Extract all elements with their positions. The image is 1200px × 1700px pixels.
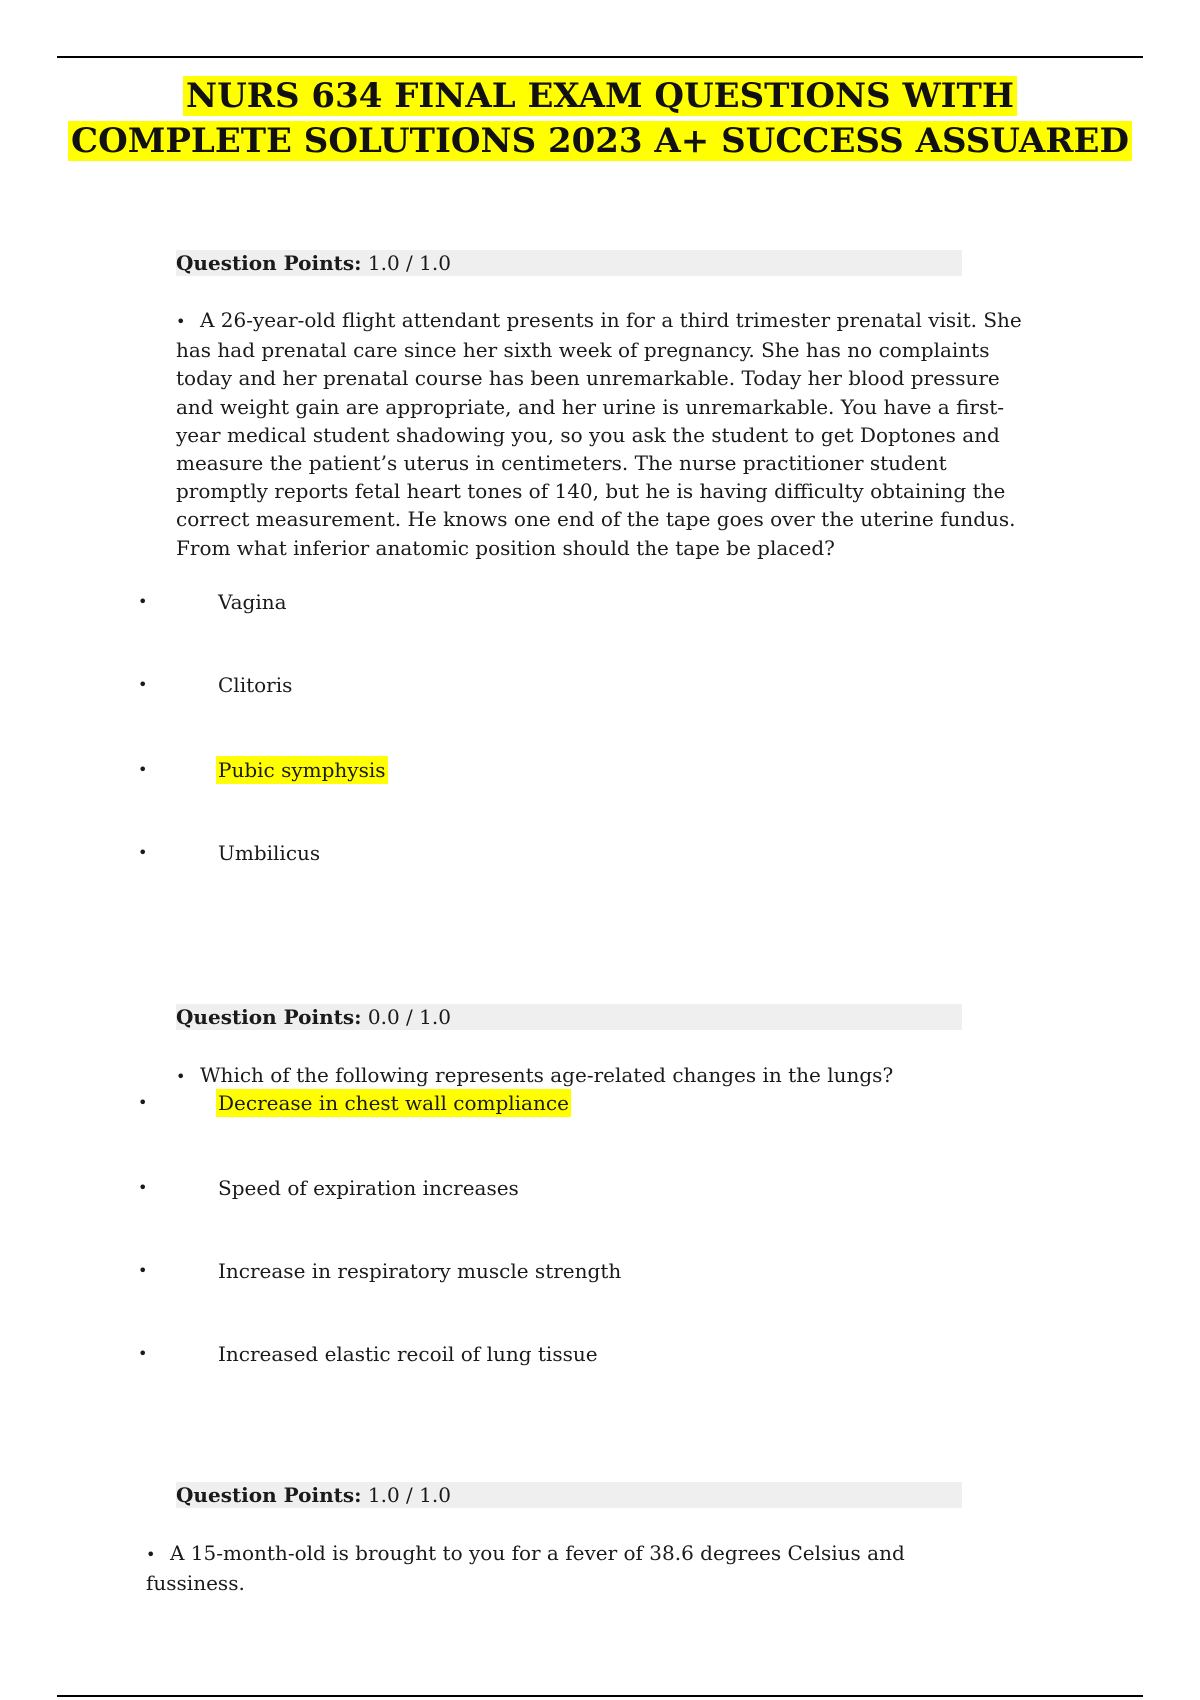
question-2-points-value: 0.0 / 1.0 (367, 1005, 451, 1029)
bullet-icon: • (138, 592, 148, 611)
question-3-points-bar (176, 1482, 962, 1508)
bullet-icon: • (176, 1067, 186, 1086)
question-1-stem (176, 306, 1036, 562)
option-text: Umbilicus (218, 841, 321, 865)
question-2-stem (176, 1061, 1036, 1091)
option-text: Vagina (218, 590, 287, 614)
question-2-stem-text: Which of the following represents age-related changes in the lungs? (200, 1063, 894, 1087)
option-text: Increase in respiratory muscle strength (218, 1259, 622, 1283)
question-1-stem-text: A 26-year-old flight attendant presents in for a third trimester prenatal visit. She has had prenatal care since her sixth week of pregnancy. She has no complaints today and her prenatal course has been unremarkable. Today her blood pressure and weight gain are appropriate, and her urine is unremarkable. You have a first- year medical student shadowing you, so you ask the student to get Doptones and measure the patient’s uterus in centimeters. The nurse practitioner student promptly reports fetal heart tones of 140, but he is having difficulty obtaining the correct measurement. He knows one end of the tape goes over the uterine fundus. From what inferior anatomic position should the tape be placed? (176, 308, 1022, 560)
question-2-points-label: Question Points: (176, 1005, 362, 1029)
title-line-1: NURS 634 FINAL EXAM QUESTIONS WITH (183, 76, 1017, 116)
question-3-points-value: 1.0 / 1.0 (367, 1483, 451, 1507)
option-text: Increased elastic recoil of lung tissue (218, 1342, 598, 1366)
question-3-points-label: Question Points: (176, 1483, 362, 1507)
bullet-icon: • (138, 843, 148, 862)
top-rule (57, 56, 1143, 58)
bullet-icon: • (138, 1344, 148, 1363)
bullet-icon: • (138, 1261, 148, 1280)
question-3-stem-text: A 15-month-old is brought to you for a fever of 38.6 degrees Celsius and fussiness. (146, 1541, 905, 1596)
bullet-icon: • (176, 312, 186, 331)
bullet-icon: • (138, 1093, 148, 1112)
bullet-icon: • (138, 760, 148, 779)
question-2-points-bar (176, 1004, 962, 1030)
option-text-highlighted: Pubic symphysis (218, 758, 386, 782)
question-3-stem (146, 1539, 1006, 1597)
option-text: Speed of expiration increases (218, 1176, 519, 1200)
bottom-rule (57, 1695, 1143, 1697)
option-text: Clitoris (218, 673, 293, 697)
question-1-points-value: 1.0 / 1.0 (367, 251, 451, 275)
question-1-points-label: Question Points: (176, 251, 362, 275)
question-1-points-bar (176, 250, 962, 276)
title-line-2: COMPLETE SOLUTIONS 2023 A+ SUCCESS ASSUARED (68, 121, 1132, 161)
option-text-highlighted: Decrease in chest wall compliance (218, 1091, 569, 1115)
document-title (0, 74, 1200, 164)
bullet-icon: • (146, 1545, 156, 1564)
bullet-icon: • (138, 1178, 148, 1197)
bullet-icon: • (138, 675, 148, 694)
